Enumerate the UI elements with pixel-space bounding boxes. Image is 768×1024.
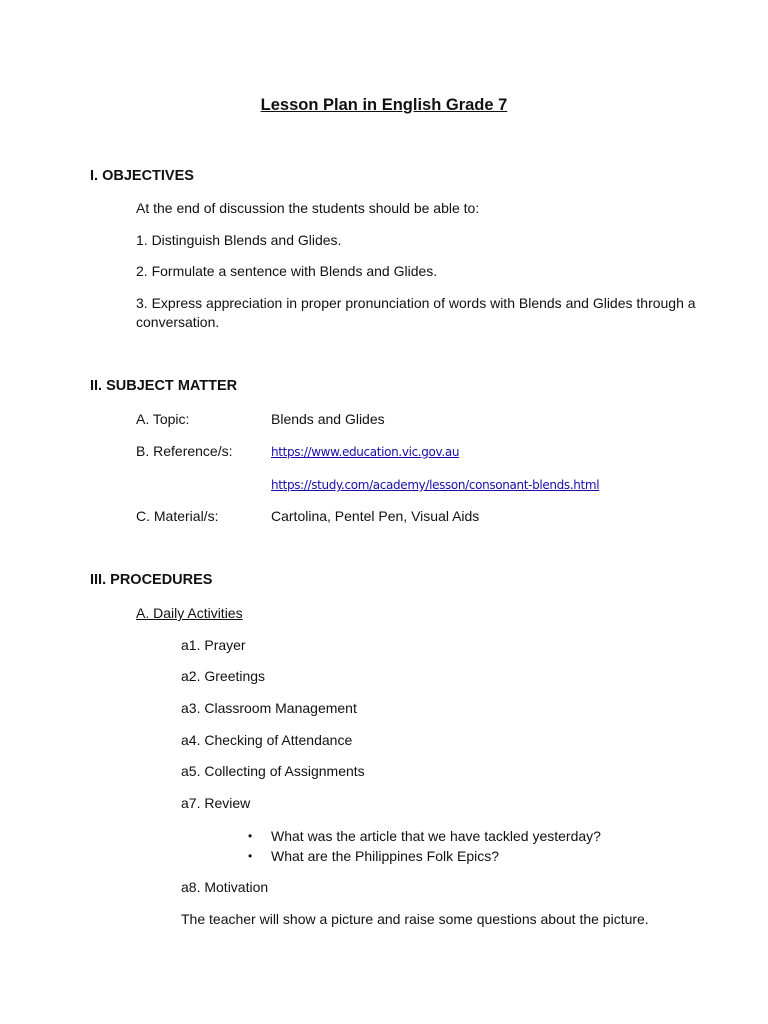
bullet-marker: • <box>248 829 253 843</box>
reference-label: B. Reference/s: <box>136 443 233 459</box>
reference-link-2[interactable]: https://study.com/academy/lesson/consonant-blends.html <box>271 478 600 492</box>
bullet-marker: • <box>248 849 253 863</box>
objective-item-2: 2. Formulate a sentence with Blends and Glides. <box>136 263 438 279</box>
motivation-text: The teacher will show a picture and raise some questions about the picture. <box>181 911 649 927</box>
review-question-1: What was the article that we have tackled yesterday? <box>271 828 601 844</box>
objective-item-1: 1. Distinguish Blends and Glides. <box>136 232 342 248</box>
materials-label: C. Material/s: <box>136 508 219 524</box>
daily-activities-heading: A. Daily Activities <box>136 605 243 621</box>
review-question-2: What are the Philippines Folk Epics? <box>271 848 499 864</box>
document-title: Lesson Plan in English Grade 7 <box>260 96 508 114</box>
activity-classroom-management: a3. Classroom Management <box>181 700 357 716</box>
materials-value: Cartolina, Pentel Pen, Visual Aids <box>271 508 480 524</box>
topic-label: A. Topic: <box>136 411 190 427</box>
reference-link-1[interactable]: https://www.education.vic.gov.au <box>271 445 460 459</box>
activity-prayer: a1. Prayer <box>181 637 246 653</box>
procedures-heading: III. PROCEDURES <box>90 572 213 588</box>
activity-review: a7. Review <box>181 795 251 811</box>
activity-checking-attendance: a4. Checking of Attendance <box>181 732 353 748</box>
motivation-label: a8. Motivation <box>181 879 269 895</box>
topic-value: Blends and Glides <box>271 411 385 427</box>
activity-greetings: a2. Greetings <box>181 668 266 684</box>
objective-item-3: 3. Express appreciation in proper pronunciation of words with Blends and Glides through a conversation. <box>136 295 696 330</box>
subject-matter-heading: II. SUBJECT MATTER <box>90 378 238 394</box>
objectives-heading: I. OBJECTIVES <box>90 168 194 184</box>
objectives-intro: At the end of discussion the students should be able to: <box>136 200 480 216</box>
activity-collecting-assignments: a5. Collecting of Assignments <box>181 763 365 779</box>
